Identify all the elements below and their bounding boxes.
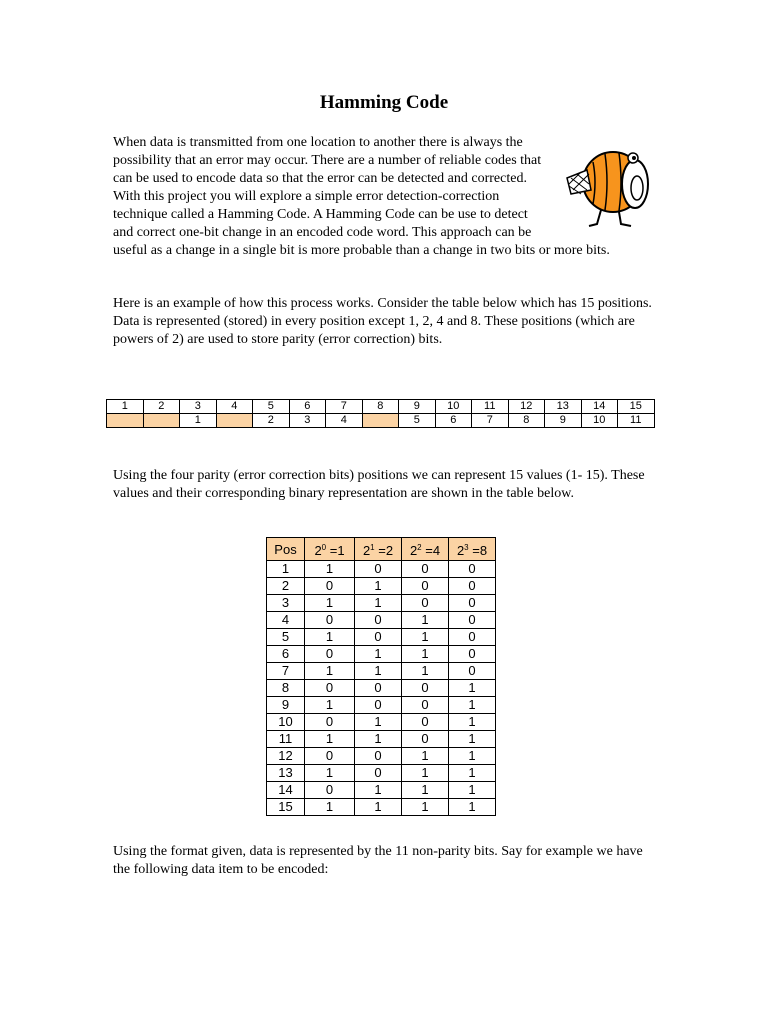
binary-explanation: Using the four parity (error correction bits) positions we can represent 15 values (1- 15). These values and their corresponding binary representation are shown in the table below.	[113, 468, 645, 501]
table-row	[267, 714, 496, 731]
position-value-cell: 11	[267, 731, 305, 748]
table-row	[267, 629, 496, 646]
data-index-cell: 5	[399, 414, 436, 428]
position-cell: 2	[143, 400, 180, 414]
bit-cell: 1	[402, 748, 449, 765]
bit-cell: 1	[402, 663, 449, 680]
bit-cell: 1	[305, 595, 355, 612]
page-title: Hamming Code	[319, 92, 449, 113]
bit-cell: 0	[402, 697, 449, 714]
position-cell: 13	[545, 400, 582, 414]
data-index-cell: 3	[289, 414, 326, 428]
bit-cell: 0	[449, 561, 496, 578]
table-row	[267, 731, 496, 748]
table-row	[267, 765, 496, 782]
position-value-cell: 5	[267, 629, 305, 646]
position-cell: 5	[253, 400, 290, 414]
intro-paragraph	[113, 134, 653, 260]
table-row	[267, 612, 496, 629]
position-value-cell: 7	[267, 663, 305, 680]
position-value-cell: 9	[267, 697, 305, 714]
position-value-cell: 4	[267, 612, 305, 629]
data-index-cell: 6	[435, 414, 472, 428]
bit-cell: 0	[305, 680, 355, 697]
bit-cell: 1	[355, 799, 402, 816]
bit-cell: 0	[305, 714, 355, 731]
position-value-cell: 15	[267, 799, 305, 816]
position-value-cell: 8	[267, 680, 305, 697]
data-index-cell: 7	[472, 414, 509, 428]
bit-cell: 1	[305, 561, 355, 578]
header-bit-8: $2^3 =8$	[449, 538, 496, 561]
bit-cell: 0	[402, 680, 449, 697]
bit-cell: 0	[355, 680, 402, 697]
position-cell: 9	[399, 400, 436, 414]
bit-cell: 0	[449, 663, 496, 680]
position-cell: 10	[435, 400, 472, 414]
bit-cell: 1	[355, 731, 402, 748]
bit-cell: 0	[355, 629, 402, 646]
data-index-cell: 2	[253, 414, 290, 428]
bit-cell: 0	[305, 782, 355, 799]
table-row	[267, 697, 496, 714]
bit-cell: 1	[305, 799, 355, 816]
bit-cell: 0	[305, 646, 355, 663]
bit-cell: 1	[305, 765, 355, 782]
data-index-cell: 10	[581, 414, 618, 428]
bit-cell: 0	[355, 765, 402, 782]
binary-header-row	[267, 538, 496, 561]
bit-cell: 1	[355, 663, 402, 680]
position-value-cell: 2	[267, 578, 305, 595]
bit-cell: 0	[402, 714, 449, 731]
bit-cell: 0	[305, 578, 355, 595]
binary-table	[266, 537, 496, 816]
bit-cell: 0	[449, 595, 496, 612]
bit-cell: 0	[355, 612, 402, 629]
bit-cell: 0	[305, 748, 355, 765]
position-value-cell: 12	[267, 748, 305, 765]
table-row	[267, 595, 496, 612]
data-index-cell: 4	[326, 414, 363, 428]
table-row	[267, 646, 496, 663]
positions-row	[107, 400, 655, 414]
table-row	[267, 782, 496, 799]
table-row	[267, 578, 496, 595]
bit-cell: 0	[305, 612, 355, 629]
position-cell: 14	[581, 400, 618, 414]
bit-cell: 1	[402, 629, 449, 646]
bit-cell: 1	[305, 629, 355, 646]
table-row	[267, 748, 496, 765]
data-index-cell: 8	[508, 414, 545, 428]
position-value-cell: 14	[267, 782, 305, 799]
position-cell: 8	[362, 400, 399, 414]
position-value-cell: 6	[267, 646, 305, 663]
bit-cell: 1	[402, 646, 449, 663]
data-index-cell: 1	[180, 414, 217, 428]
bit-cell: 1	[449, 782, 496, 799]
positions-table	[106, 399, 655, 428]
position-value-cell: 1	[267, 561, 305, 578]
bit-cell: 1	[355, 595, 402, 612]
bit-cell: 1	[449, 799, 496, 816]
data-index-cell: 9	[545, 414, 582, 428]
position-cell: 12	[508, 400, 545, 414]
bit-cell: 1	[449, 680, 496, 697]
table-row	[267, 663, 496, 680]
table-row	[267, 680, 496, 697]
table-row	[267, 561, 496, 578]
bit-cell: 1	[449, 765, 496, 782]
hamburger-character-clipart	[553, 138, 661, 230]
bit-cell: 1	[402, 782, 449, 799]
bit-cell: 0	[402, 578, 449, 595]
position-cell: 7	[326, 400, 363, 414]
bit-cell: 1	[449, 731, 496, 748]
parity-cell	[362, 414, 399, 428]
bit-cell: 1	[449, 714, 496, 731]
closing-paragraph: Using the format given, data is represented by the 11 non-parity bits. Say for example we have the following data item to be encoded:	[113, 844, 643, 877]
bit-cell: 0	[449, 629, 496, 646]
bit-cell: 1	[355, 782, 402, 799]
data-index-row	[107, 414, 655, 428]
bit-cell: 1	[355, 646, 402, 663]
bit-cell: 0	[355, 697, 402, 714]
bit-cell: 0	[355, 561, 402, 578]
data-index-cell: 11	[618, 414, 655, 428]
bit-cell: 1	[402, 799, 449, 816]
table-row	[267, 799, 496, 816]
header-bit-1: $2^0 =1$	[305, 538, 355, 561]
position-value-cell: 10	[267, 714, 305, 731]
parity-cell	[216, 414, 253, 428]
bit-cell: 0	[402, 595, 449, 612]
bit-cell: 1	[402, 765, 449, 782]
position-cell: 1	[107, 400, 144, 414]
bit-cell: 0	[449, 612, 496, 629]
header-bit-4: $2^2 =4$	[402, 538, 449, 561]
bit-cell: 1	[355, 578, 402, 595]
binary-table-body	[267, 561, 496, 816]
bit-cell: 0	[449, 646, 496, 663]
bit-cell: 0	[449, 578, 496, 595]
positions-explanation: Here is an example of how this process works. Consider the table below which has 15 positions. Data is represented (stored) in every position except 1, 2, 4 and 8. These positions (which are powers of 2) are used to store parity (error correction) bits.	[113, 296, 652, 347]
position-cell: 3	[180, 400, 217, 414]
position-cell: 6	[289, 400, 326, 414]
bit-cell: 1	[305, 731, 355, 748]
position-cell: 4	[216, 400, 253, 414]
position-cell: 15	[618, 400, 655, 414]
bit-cell: 1	[449, 748, 496, 765]
parity-cell	[107, 414, 144, 428]
position-value-cell: 13	[267, 765, 305, 782]
header-pos: Pos	[267, 538, 305, 561]
bit-cell: 0	[402, 561, 449, 578]
bit-cell: 1	[305, 663, 355, 680]
bit-cell: 0	[402, 731, 449, 748]
position-cell: 11	[472, 400, 509, 414]
position-value-cell: 3	[267, 595, 305, 612]
intro-text: When data is transmitted from one location to another there is always the possibility that an error may occur. There are a number of reliable codes that can be used to encode data so that the error can be detected and corrected. With this project you will explore a simple error detection-correction technique called a Hamming Code. A Hamming Code can be use to detect and correct one-bit change in an encoded code word. This approach can be useful as a change in a single bit is more probable than a change in two bits or more bits.	[113, 135, 610, 258]
bit-cell: 1	[449, 697, 496, 714]
bit-cell: 0	[355, 748, 402, 765]
bit-cell: 1	[355, 714, 402, 731]
parity-cell	[143, 414, 180, 428]
bit-cell: 1	[305, 697, 355, 714]
bit-cell: 1	[402, 612, 449, 629]
header-bit-2: $2^1 =2$	[355, 538, 402, 561]
